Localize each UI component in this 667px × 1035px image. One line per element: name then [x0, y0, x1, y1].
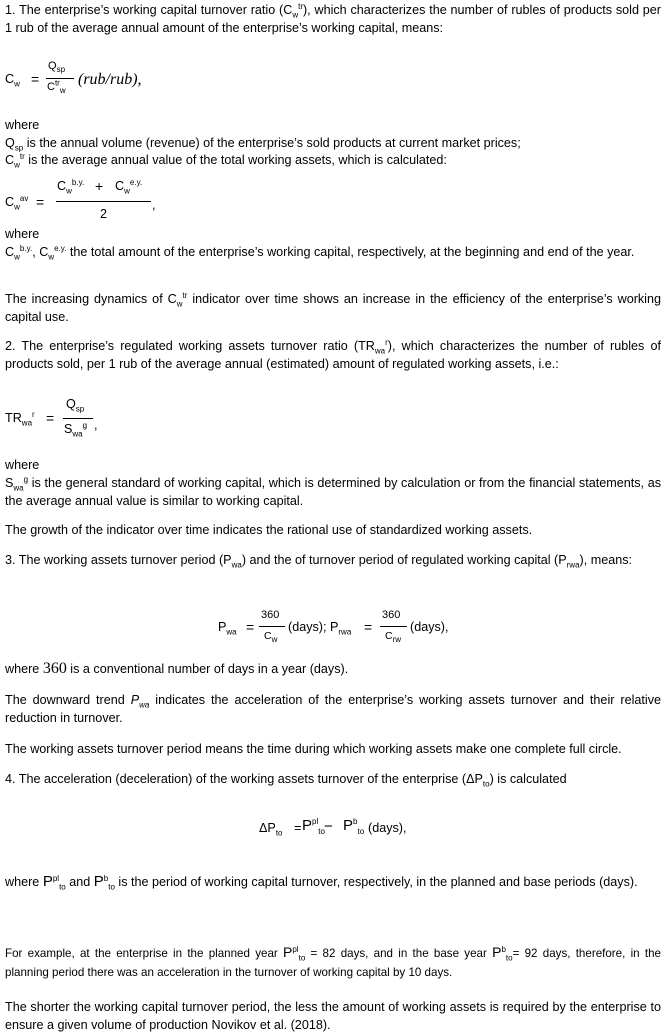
where-label-2: where	[5, 227, 40, 241]
definition-swag: $S_{wa}^g$ is the general standard of working capital, which is determined by calculation or from the financial statements, as the average annual value is similar to working capital.	[5, 474, 661, 508]
paragraph-conclusion: The shorter the working capital turnover period, the less the amount of working assets is required by the enterprise to ensure a given volume of production Novikov et al. (2018).	[5, 1000, 661, 1032]
paragraph-1: 1. The enterprise’s working capital turnover ratio $(C_w^{tr})$, which characterizes the number of rubles of products sold per 1 rub of the average annual amount of the enterprise’s working capital, means:	[5, 1, 661, 35]
paragraph-4: 4. The acceleration (deceleration) of the working assets turnover of the enterprise $(\Delta P_{to})$ is calculated	[5, 772, 567, 789]
definition-qsp: $Q_{sp}$ is the annual volume (revenue) of the enterprise’s sold products at current market prices;	[5, 136, 521, 153]
paragraph-360: where 360 is a conventional number of days in a year (days).	[5, 660, 349, 677]
paragraph-downward-trend: The downward trend $P_{wa}$ indicates the acceleration of the enterprise’s working assets turnover and their relative reduction in turnover.	[5, 693, 661, 725]
where-label-1: where	[5, 118, 40, 132]
where-label-3: where	[5, 458, 40, 472]
paragraph-turnover-period: The working assets turnover period means the time during which working assets make one complete full circle.	[5, 742, 622, 756]
definition-cw-by-ey: $C_w^{b.y.}$, $C_w^{e.y.}$ the total amount of the enterprise’s working capital, respectively, at the beginning and end of the year.	[5, 243, 635, 262]
paragraph-period-definition: where $P^{pl}_{to}$ and $P^b_{to}$ is the period of working capital turnover, respectively, in the planned and base periods (days).	[5, 873, 638, 892]
paragraph-3: 3. The working assets turnover period $(P_{wa})$ and the of turnover period of regulated working capital $(P_{rwa})$, means:	[5, 553, 633, 570]
paragraph-dynamics: The increasing dynamics of $C_w^{tr}$ indicator over time shows an increase in the efficiency of the enterprise’s working capital use.	[5, 290, 661, 324]
definition-cwtr: $C_w^{tr}$ is the average annual value of the total working assets, which is calculated:	[5, 151, 447, 170]
paragraph-2: 2. The enterprise’s regulated working assets turnover ratio $(TR_{wa}^r)$, which characterizes the number of rubles of products sold, per 1 rub of the average annual (estimated) amount of regulated working assets, i.e.:	[5, 337, 661, 371]
document-page: 1. The enterprise’s working capital turnover ratio $(C_w^{tr})$, which characterizes the number of rubles of products sold per 1 rub of the average annual amount of the enterprise’s working capital, means: $C_w$ = $Q_{sp}$ $C^{tr}_w$ (rub/rub), where $Q_{sp}$ is the annual volume (revenue) of the enterprise’s sold products at current market prices; $C_w^{tr}$ is the average annual value of the total working assets, which is calculated: $C_w^{av}$ = $C_w^{b.y.}$ + $C_w^{e.y.}$ 2 , where $C_w^{b.y.}$, $C_w^{e.y.}$ the total amount of the enterprise’s working capital, respectively, at the beginning and end of the year. The increasing dynamics of $C_w^{tr}$ indicator over time shows an increase in the efficiency of the enterprise’s working capital use. 2. The enterprise’s regulated working assets turnover ratio $(TR_{wa}^r)$, which characterizes the number of rubles of products sold, per 1 rub of the average annual (estimated) amount of regulated working assets, i.e.: $TR_{wa}^r$ = $Q_{sp}$ $S_{wa}^g$ , where $S_{wa}^g$ is the general standard of working capital, which is determined by calculation or from the financial statements, as the average annual value is similar to working capital. The growth of the indicator over time indicates the rational use of standardized working assets. 3. The working assets turnover period $(P_{wa})$ and the of turnover period of regulated working capital $(P_{rwa})$, means: $P_{wa}$ = 360 $C_w$ (days); $P_{rwa}$ = 360 $C_{rw}$ (days), where 360 is a conventional number of days in a year (days). The downward trend $P_{wa}$ indicates the acceleration of the enterprise’s working assets turnover and their relative reduction in turnover. The working assets turnover period means the time during which working assets make one complete full circle. 4. The acceleration (deceleration) of the working assets turnover of the enterprise $(\Delta P_{to})$ is calculated $\Delta P_{to}$ = $P^{pl}_{to}$ − $P^b_{to}$ (days), where $P^{pl}_{to}$ and $P^b_{to}$ is the period of working capital turnover, respectively, in the planned and base periods (days). For example, at the enterprise in the planned year $P^{pl}_{to} = 82$ days, and in the base year $P^b_{to}= 92$ days, therefore, in the planning period there was an acceleration in the turnover of working capital by 10 days. The shorter the working capital turnover period, the less the amount of working assets is required by the enterprise to ensure a given volume of production Novikov et al. (2018).	[5, 1, 661, 1032]
paragraph-example: For example, at the enterprise in the planned year $P^{pl}_{to} = 82$ days, and in the base year $P^b_{to}= 92$ days, therefore, in the planning period there was an acceleration in the turnover of working capital by 10 days.	[5, 944, 661, 979]
paragraph-growth: The growth of the indicator over time indicates the rational use of standardized working assets.	[5, 523, 533, 537]
